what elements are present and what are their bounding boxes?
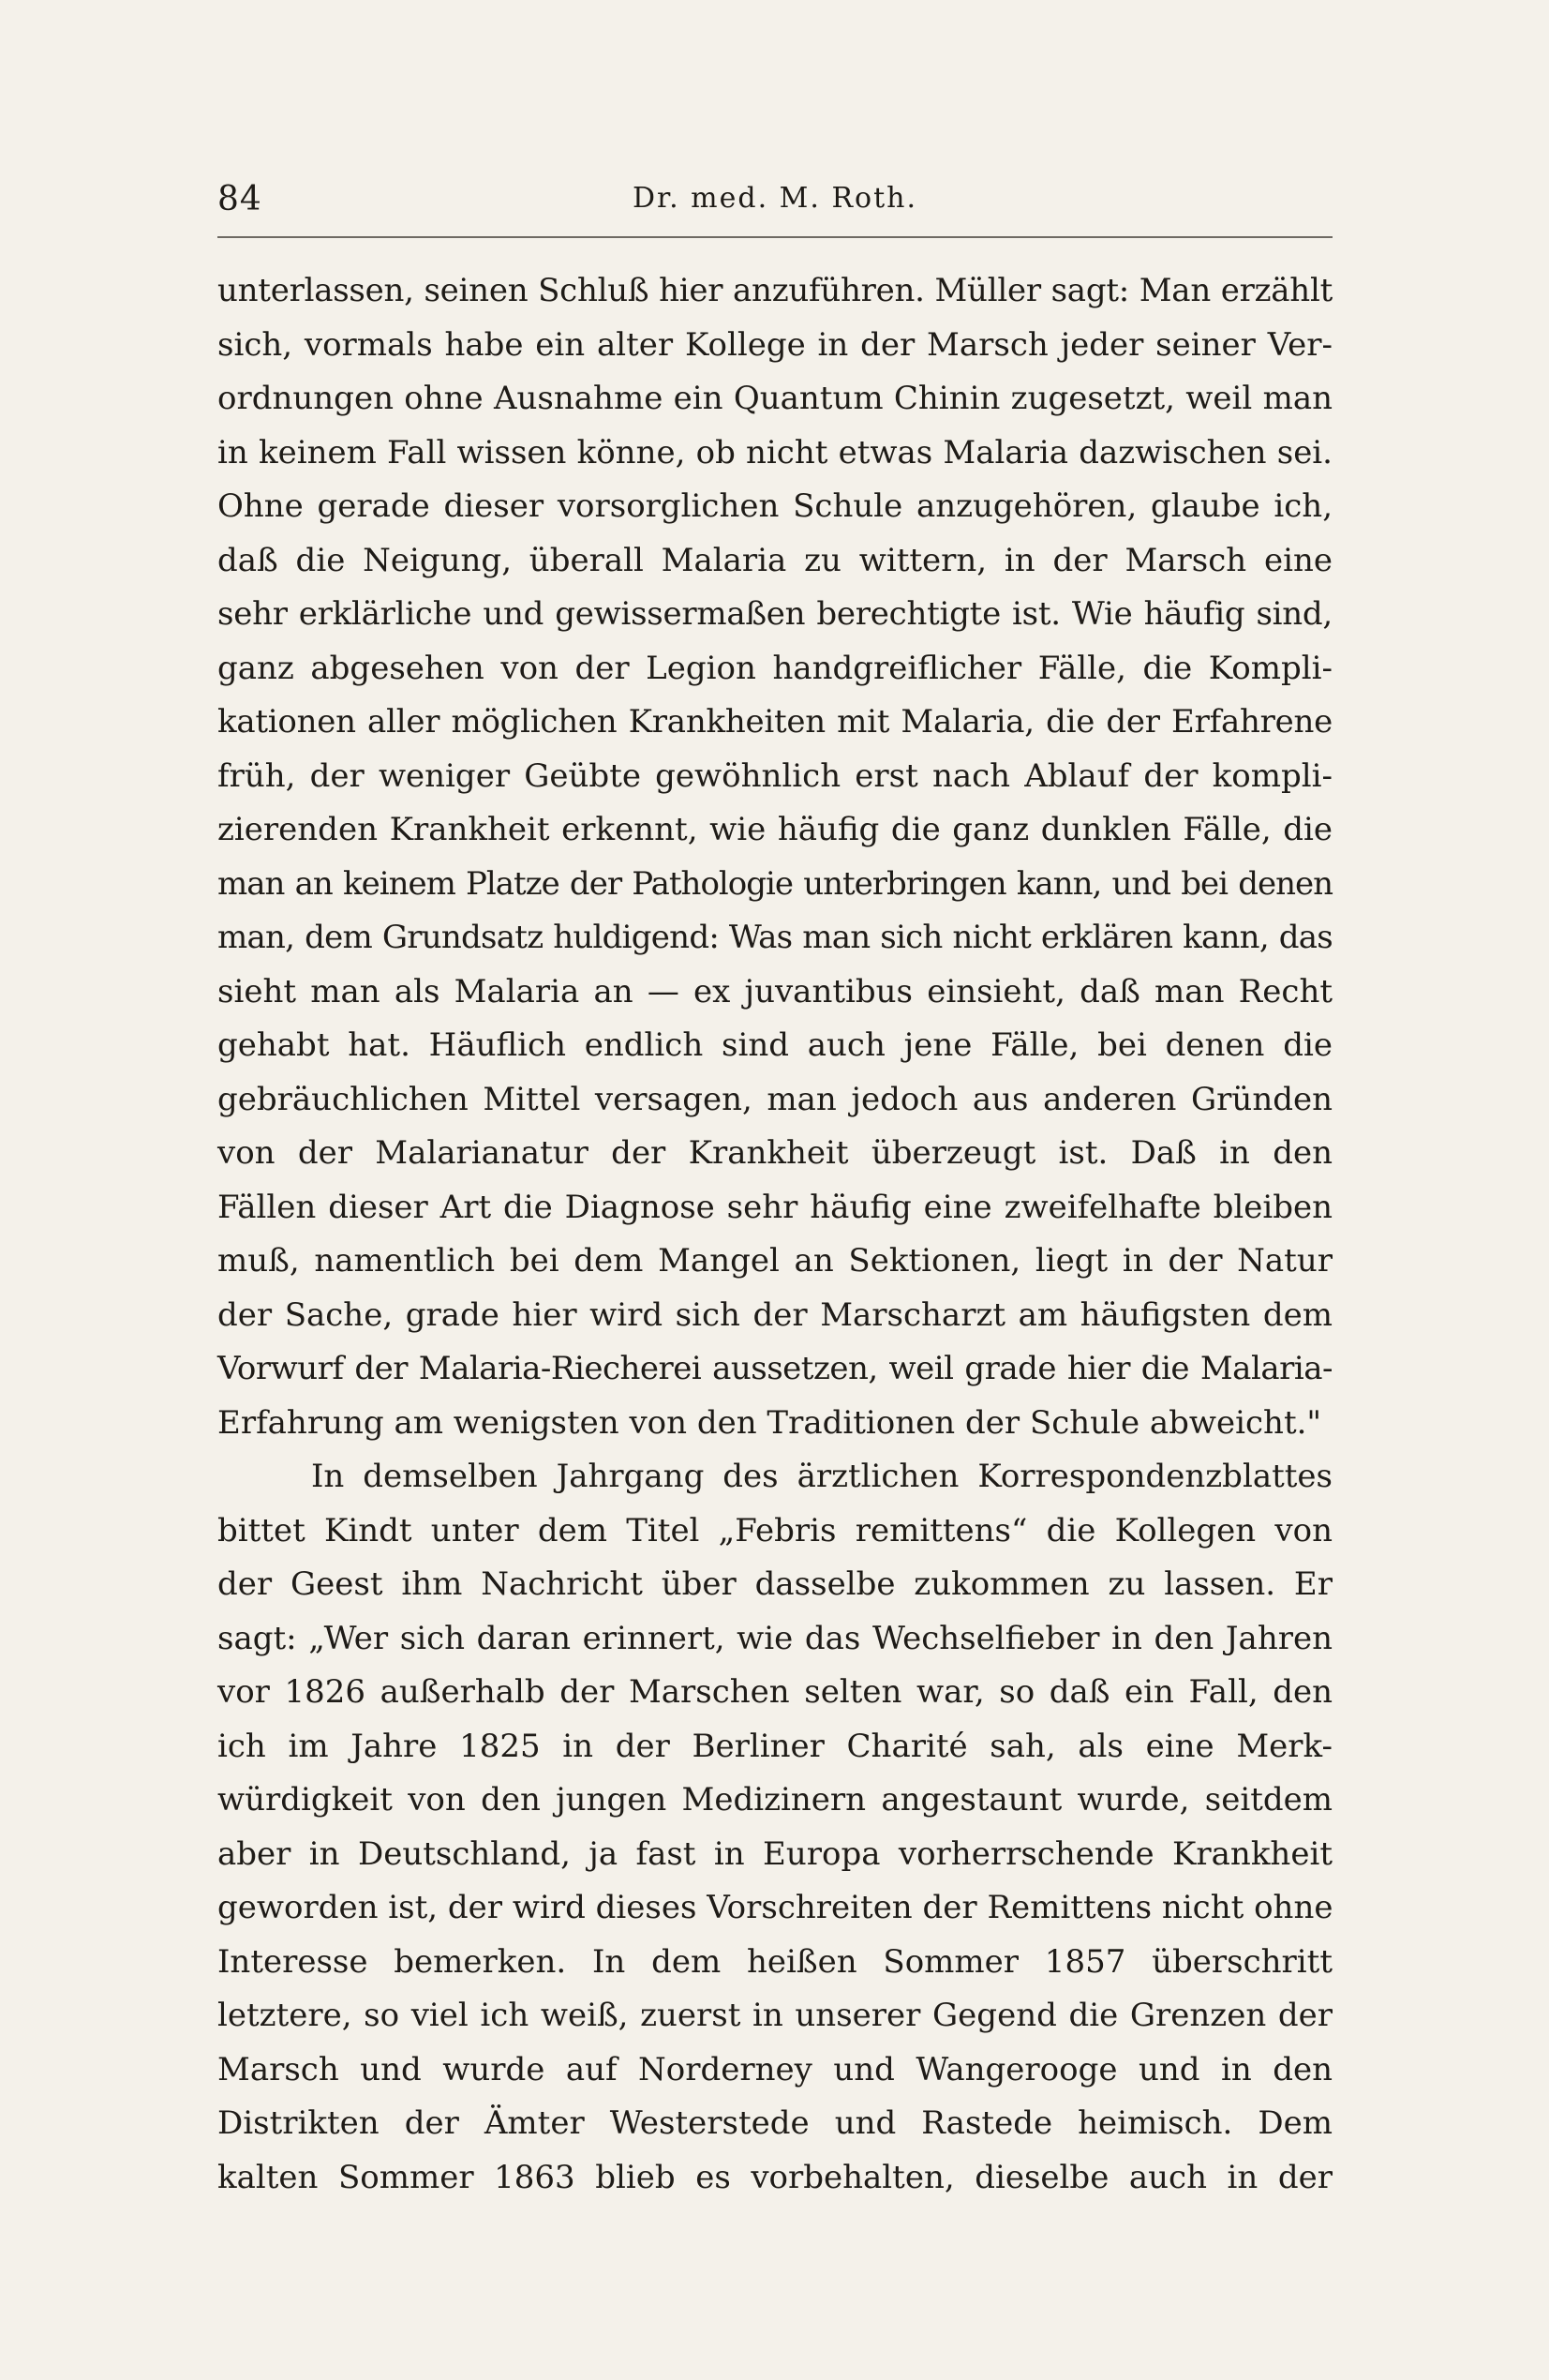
text-line: Fällen dieser Art die Diagnose sehr häufig eine zweifelhafte bleiben: [217, 1188, 1333, 1226]
text-line: In demselben Jahrgang des ärztlichen Korrespondenzblattes: [311, 1458, 1333, 1495]
text-line: muß, namentlich bei dem Mangel an Sektionen, liegt in der Natur: [217, 1242, 1333, 1280]
running-head: Dr. med. M. Roth.: [633, 182, 917, 215]
body-text: [217, 264, 1333, 2205]
text-line: der Sache, grade hier wird sich der Marscharzt am häufigsten dem: [217, 1295, 1333, 1334]
text-line: früh, der weniger Geübte gewöhnlich erst nach Ablauf der kompli-: [217, 756, 1333, 795]
text-line: bittet Kindt unter dem Titel „Febris remittens“ die Kollegen von: [217, 1511, 1333, 1549]
text-line: Distrikten der Ämter Westerstede und Rastede heimisch. Dem: [217, 2104, 1333, 2142]
text-line: geworden ist, der wird dieses Vorschreiten der Remittens nicht ohne: [217, 1889, 1333, 1926]
text-line: kationen aller möglichen Krankheiten mit Malaria, die der Erfahrene: [217, 703, 1333, 741]
text-line: gebräuchlichen Mittel versagen, man jedoch aus anderen Gründen: [217, 1080, 1333, 1118]
text-line: Erfahrung am wenigsten von den Traditionen der Schule abweicht.": [217, 1403, 1322, 1442]
text-line: ordnungen ohne Ausnahme ein Quantum Chinin zugesetzt, weil man: [217, 380, 1333, 417]
text-line: sehr erklärliche und gewissermaßen berechtigte ist. Wie häufig sind,: [217, 595, 1333, 633]
text-line: sieht man als Malaria an — ex juvantibus einsieht, daß man Recht: [217, 972, 1333, 1010]
text-line: unterlassen, seinen Schluß hier anzuführen. Müller sagt: Man erzählt: [217, 272, 1333, 309]
text-line: letztere, so viel ich weiß, zuerst in unserer Gegend die Grenzen der: [217, 1997, 1333, 2034]
text-line: aber in Deutschland, ja fast in Europa vorherrschende Krankheit: [217, 1834, 1333, 1873]
text-line: sagt: „Wer sich daran erinnert, wie das Wechselfieber in den Jahren: [217, 1619, 1333, 1657]
page-number: 84: [217, 180, 262, 218]
page-header: [217, 180, 1333, 236]
text-line: gehabt hat. Häuflich endlich sind auch jene Fälle, bei denen die: [217, 1026, 1333, 1064]
text-line: Interesse bemerken. In dem heißen Sommer 1857 überschritt: [217, 1942, 1333, 1981]
text-line: zierenden Krankheit erkennt, wie häufig die ganz dunklen Fälle, die: [217, 811, 1333, 848]
text-line: man an keinem Platze der Pathologie unterbringen kann, und bei denen: [217, 864, 1333, 903]
text-line: von der Malarianatur der Krankheit überzeugt ist. Daß in den: [217, 1134, 1333, 1172]
text-line: daß die Neigung, überall Malaria zu wittern, in der Marsch eine: [217, 541, 1333, 579]
text-line: ich im Jahre 1825 in der Berliner Charité sah, als eine Merk-: [217, 1727, 1333, 1765]
text-line: in keinem Fall wissen könne, ob nicht etwas Malaria dazwischen sei.: [217, 433, 1333, 472]
text-line: der Geest ihm Nachricht über dasselbe zukommen zu lassen. Er: [217, 1565, 1333, 1603]
text-line: kalten Sommer 1863 blieb es vorbehalten, dieselbe auch in der: [217, 2158, 1333, 2196]
text-line: man, dem Grundsatz huldigend: Was man sich nicht erklären kann, das: [217, 919, 1333, 956]
text-line: vor 1826 außerhalb der Marschen selten war, so daß ein Fall, den: [217, 1673, 1333, 1711]
text-line: Ohne gerade dieser vorsorglichen Schule anzugehören, glaube ich,: [217, 487, 1333, 525]
header-rule: [217, 236, 1333, 238]
text-line: Vorwurf der Malaria-Riecherei aussetzen, weil grade hier die Malaria-: [217, 1350, 1333, 1387]
text-line: Marsch und wurde auf Norderney und Wangerooge und in den: [217, 2050, 1333, 2088]
text-line: ganz abgesehen von der Legion handgreiflicher Fälle, die Kompli-: [217, 649, 1333, 687]
text-line: sich, vormals habe ein alter Kollege in der Marsch jeder seiner Ver-: [217, 325, 1333, 364]
text-line: würdigkeit von den jungen Medizinern angestaunt wurde, seitdem: [217, 1781, 1333, 1819]
